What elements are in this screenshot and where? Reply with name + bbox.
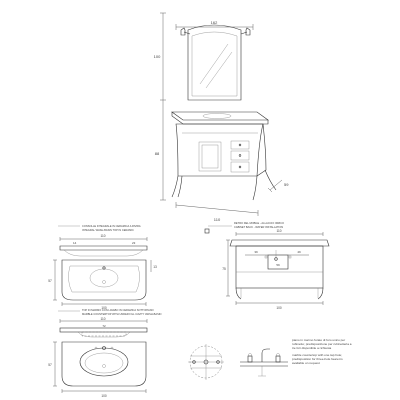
dim-width-label: 110 bbox=[213, 217, 221, 222]
dim-width-line bbox=[176, 202, 258, 216]
mirror bbox=[188, 25, 241, 100]
section-integral-subtitle: INTEGRAL WASH-BASIN TOP IN CERAMIC bbox=[82, 229, 134, 232]
faucet-side-detail bbox=[240, 349, 288, 376]
section-integral-title: CONSOLLE INTEGRALE IN CERAMICA A RIVIRA bbox=[82, 225, 141, 228]
dim-cabinet-height-label: 88 bbox=[154, 151, 160, 156]
cabinet-legs bbox=[172, 170, 276, 200]
cabinet-back-dim-left: 75 bbox=[222, 267, 226, 271]
marble-top-subtitle: MARBLE COUNTERTOP WITH UNDER FILL CAVITY WASH-BASIN bbox=[82, 313, 162, 316]
integral-dim-top: 110 bbox=[100, 234, 106, 238]
integral-top-elevation bbox=[60, 237, 147, 256]
section-integral-top bbox=[48, 224, 157, 310]
cabinet-back-subtitle: CABINET BACK - WATER INSTALLATION bbox=[234, 226, 284, 229]
marble-top-title: TOP IN MARMO CON LAVABO IN CERAMICA SOTTOPIANO bbox=[82, 309, 154, 312]
section-marble-top bbox=[48, 308, 161, 398]
integral-dim-right: 13 bbox=[153, 265, 157, 269]
faucet-note-italian: piano in marmo forato di foro unico per rubinetto; predisposizione per rubinetteria a tre fori disponibile a richiesta bbox=[292, 338, 352, 350]
marble-dim-top: 110 bbox=[100, 317, 106, 321]
integral-dim-inner-top: 14 bbox=[73, 241, 77, 245]
cabinet-back-dim-mid-right: 49 bbox=[297, 250, 301, 254]
cabinet-body bbox=[176, 124, 266, 176]
integral-dim-inner-top-right: 23 bbox=[132, 241, 136, 245]
faucet-hole-detail bbox=[188, 344, 224, 380]
cabinet-back-dim-box: 59 bbox=[276, 263, 280, 267]
cabinet-back-dim-mid-left: 39 bbox=[254, 250, 258, 254]
integral-dim-bottom: 100 bbox=[101, 306, 107, 310]
dim-depth-label: 59 bbox=[284, 182, 289, 187]
marble-top-plan bbox=[53, 342, 146, 393]
cabinet-back-drawing bbox=[226, 232, 329, 305]
faucet-note-english: marble countertop with one tap hole; predisposition for three-hole faucet is available on request bbox=[292, 353, 343, 365]
marble-dim-bottom: 100 bbox=[101, 394, 107, 398]
dim-depth-line bbox=[268, 180, 282, 192]
cabinet-back-dim-top: 110 bbox=[276, 229, 282, 233]
dim-top-label: 162 bbox=[210, 20, 218, 25]
countertop bbox=[172, 112, 268, 124]
marble-dim-inner: 72 bbox=[102, 324, 106, 328]
dim-mirror-height-label: 100 bbox=[153, 54, 161, 59]
cabinet-back-dim-bottom: 100 bbox=[276, 306, 282, 310]
left-wall-lamp-icon bbox=[181, 28, 190, 35]
dim-left-line bbox=[160, 13, 166, 200]
marble-top-elevation bbox=[60, 319, 147, 337]
marble-dim-left: 57 bbox=[48, 363, 52, 367]
section-cabinet-back bbox=[205, 221, 329, 310]
right-wall-lamp-icon bbox=[241, 28, 250, 35]
faucet-detail bbox=[188, 338, 352, 382]
integral-dim-left: 57 bbox=[48, 279, 52, 283]
cabinet-back-title: RETRO DEL MOBILE - ALLACCIO IDRICO bbox=[234, 222, 285, 225]
faucet-note bbox=[292, 338, 352, 382]
integral-top-plan bbox=[53, 260, 151, 306]
main-front-view bbox=[154, 13, 290, 222]
